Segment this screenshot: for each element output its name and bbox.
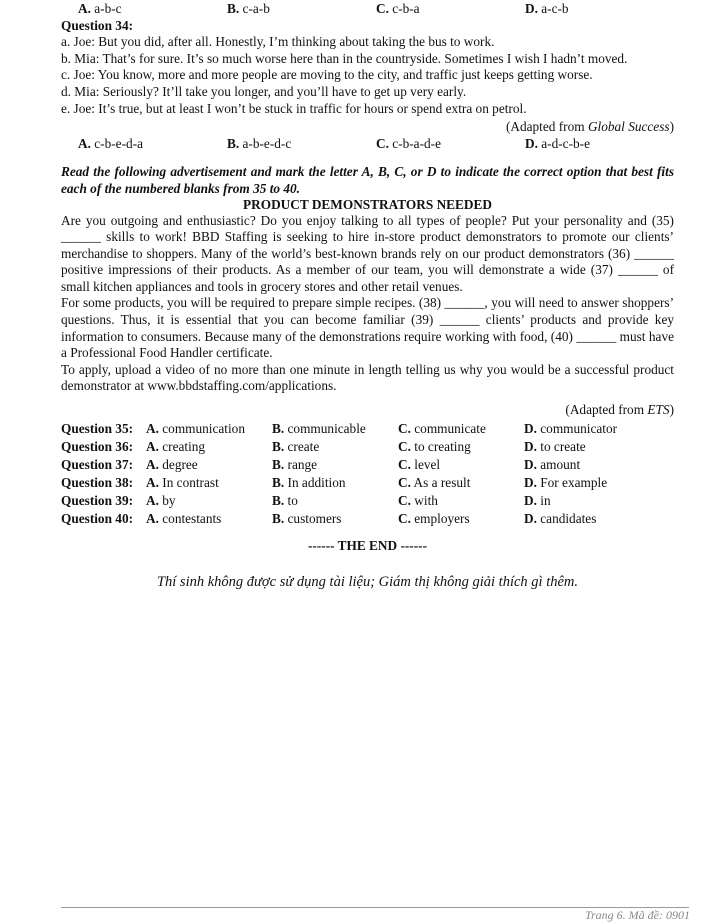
option-b: B. range: [272, 457, 318, 473]
option-c: C. to creating: [398, 439, 471, 455]
question-label: Question 37:: [61, 457, 134, 473]
question-row: [61, 474, 674, 492]
option-d: D. candidates: [524, 511, 597, 527]
option-b: B. In addition: [272, 475, 346, 491]
q34-source: (Adapted from Global Success): [505, 118, 674, 134]
q34-line-d: d. Mia: Seriously? It’ll take you longer, and you’ll have to get up very early.: [61, 84, 467, 100]
ad-title: PRODUCT DEMONSTRATORS NEEDED: [243, 196, 492, 212]
question-label: Question 40:: [61, 511, 134, 527]
option-c: C. level: [398, 457, 441, 473]
q34-line-e: e. Joe: It’s true, but at least I won’t be stuck in traffic for hours or spend extra on petrol.: [61, 100, 527, 116]
option-b: B. communicable: [272, 421, 366, 437]
q33-option-d: D. a-c-b: [525, 1, 569, 16]
ad-paragraph-1: Are you outgoing and enthusiastic? Do you enjoy talking to all types of people? Put your personality and (35) ______ skills to work! BBD Staffing is seeking to hire in-store product demonstrators to promote our clients’ merchandise to shoppers. Many of the world’s best-known brands rely on our product demonstrators (36) ______ positive impressions of their products. As a member of our team, you will demonstrate a wide (37) ______ of small kitchen appliances and tools in grocery stores and other retail venues.: [61, 212, 674, 294]
option-a: A. by: [146, 493, 176, 509]
q34-option-c: C. c-b-a-d-e: [376, 135, 441, 151]
q34-dialogue: [61, 34, 674, 118]
option-d: D. to create: [524, 439, 586, 455]
q34-title: Question 34:: [61, 18, 134, 33]
option-d: D. in: [524, 493, 551, 509]
q34-options: [61, 135, 674, 152]
option-b: B. customers: [272, 511, 342, 527]
q34-option-d: D. a-d-c-b-e: [525, 135, 590, 151]
option-c: C. As a result: [398, 475, 471, 491]
question-row: [61, 510, 674, 528]
q33-options: [61, 0, 674, 17]
questions-35-40: [61, 420, 674, 528]
q33-option-b: B. c-a-b: [227, 1, 270, 16]
question-row: [61, 438, 674, 456]
option-b: B. create: [272, 439, 320, 455]
exam-page: [61, 0, 674, 592]
question-label: Question 35:: [61, 421, 134, 437]
option-d: D. amount: [524, 457, 581, 473]
ad-source: (Adapted from ETS): [565, 402, 674, 418]
end-marker: ------ THE END ------: [307, 538, 428, 554]
q34-option-b: B. a-b-e-d-c: [227, 135, 292, 151]
q33-option-a: A. a-b-c: [78, 1, 122, 16]
q33-option-c: C. c-b-a: [376, 1, 420, 16]
option-a: A. creating: [146, 439, 206, 455]
option-c: C. with: [398, 493, 438, 509]
option-d: D. communicator: [524, 421, 618, 437]
question-label: Question 36:: [61, 439, 134, 455]
q34-line-a: a. Joe: But you did, after all. Honestly, I’m thinking about taking the bus to work.: [61, 34, 495, 49]
option-c: C. communicate: [398, 421, 486, 437]
option-a: A. communication: [146, 421, 245, 437]
question-row: [61, 420, 674, 438]
question-label: Question 38:: [61, 475, 134, 491]
option-b: B. to: [272, 493, 298, 509]
option-a: A. degree: [146, 457, 198, 473]
question-row: [61, 492, 674, 510]
question-label: Question 39:: [61, 493, 134, 509]
ad-paragraph-3: To apply, upload a video of no more than one minute in length telling us why you would be a successful product demonstrator at www.bbdstaffing.com/applications.: [61, 361, 674, 394]
section-instruction: Read the following advertisement and mark the letter A, B, C, or D to indicate the correct option that best fits each of the numbered blanks from 35 to 40.: [61, 163, 674, 196]
option-d: D. For example: [524, 475, 608, 491]
option-a: A. contestants: [146, 511, 222, 527]
q34-option-a: A. c-b-e-d-a: [78, 135, 143, 151]
page-label: Trang 6. Mã đề: 0901: [585, 908, 690, 922]
option-c: C. employers: [398, 511, 470, 527]
q34-line-c: c. Joe: You know, more and more people are moving to the city, and traffic just keeps getting worse.: [61, 67, 593, 83]
question-row: [61, 456, 674, 474]
q34-line-b: b. Mia: That’s for sure. It’s so much worse here than in the countryside. Sometimes I wish I hadn’t moved.: [61, 50, 628, 66]
option-a: A. In contrast: [146, 475, 219, 491]
exam-footer-note: Thí sinh không được sử dụng tài liệu; Giám thị không giải thích gì thêm.: [156, 574, 579, 591]
ad-paragraph-2: For some products, you will be required to prepare simple recipes. (38) ______, you will need to answer shoppers’ questions. Thus, it is essential that you can become familiar (39) ______ clients’ products and provide key information to consumers. Because many of the demonstrations require working with food, (40) ______ must have a Professional Food Handler certificate.: [61, 295, 674, 361]
